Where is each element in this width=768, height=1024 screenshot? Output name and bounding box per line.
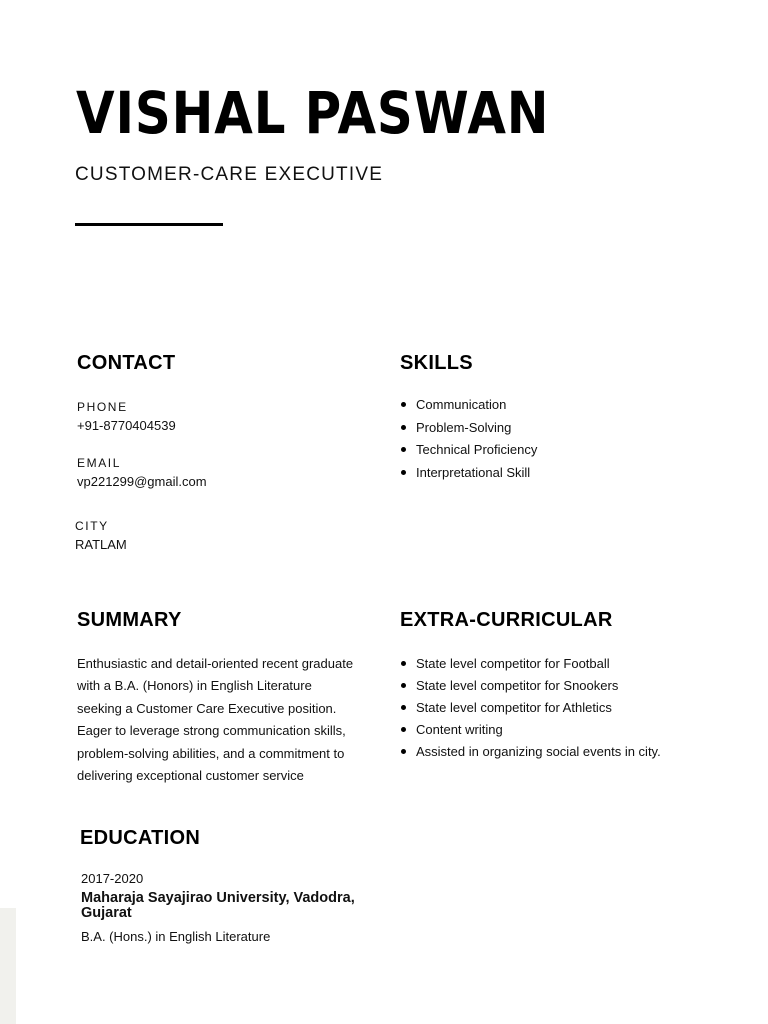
skills-list <box>400 394 700 484</box>
bullet-icon <box>401 447 406 452</box>
summary-heading: SUMMARY <box>77 609 182 631</box>
activity-item <box>400 697 666 719</box>
bullet-icon <box>401 470 406 475</box>
education-degree: B.A. (Hons.) in English Literature <box>81 929 271 944</box>
education-years: 2017-2020 <box>81 871 144 886</box>
activity-item-label: Content writing <box>416 722 503 737</box>
city-label: CITY <box>75 519 109 533</box>
education-heading: EDUCATION <box>80 827 201 849</box>
activity-item-label: State level competitor for Athletics <box>416 700 612 715</box>
skill-item <box>400 394 700 417</box>
activity-item-label: Assisted in organizing social events in city. <box>416 744 661 759</box>
header-divider <box>75 223 223 226</box>
bullet-icon <box>401 402 406 407</box>
skill-item-label: Communication <box>416 397 507 412</box>
skill-item-label: Interpretational Skill <box>416 464 531 480</box>
phone-label: PHONE <box>77 400 128 414</box>
activity-item <box>400 741 666 763</box>
skill-item <box>400 417 700 440</box>
email-label: EMAIL <box>77 456 122 470</box>
corner-decoration <box>0 908 16 1024</box>
education-school: Maharaja Sayajirao University, Vadodra, Gujarat <box>81 890 355 921</box>
bullet-icon <box>401 661 406 666</box>
city-value: RATLAM <box>75 537 127 552</box>
bullet-icon <box>401 425 406 430</box>
activity-item <box>400 675 666 697</box>
activity-item <box>400 719 666 741</box>
skill-item <box>400 462 700 485</box>
skill-item-label: Technical Proficiency <box>416 442 538 457</box>
activity-item-label: State level competitor for Snookers <box>416 678 619 693</box>
summary-text: Enthusiastic and detail-oriented recent graduate with a B.A. (Honors) in English Literature seeking a Customer Care Executive position. Eager to leverage strong communication skills, problem-solving abilities, and a commitment to delivering exceptional customer service <box>77 656 354 784</box>
extra-curricular-list <box>400 653 666 763</box>
activity-item <box>400 653 666 675</box>
bullet-icon <box>401 705 406 710</box>
skill-item-label: Problem-Solving <box>416 419 512 435</box>
bullet-icon <box>401 727 406 732</box>
skill-item <box>400 439 700 462</box>
candidate-name: VISHAL PASWAN <box>76 79 550 147</box>
bullet-icon <box>401 683 406 688</box>
skills-heading: SKILLS <box>400 352 473 374</box>
phone-value: +91-8770404539 <box>77 418 176 433</box>
extra-curricular-heading: EXTRA-CURRICULAR <box>400 609 613 631</box>
bullet-icon <box>401 749 406 754</box>
activity-item-label: State level competitor for Football <box>416 656 610 671</box>
contact-heading: CONTACT <box>77 352 176 374</box>
email-value: vp221299@gmail.com <box>77 474 207 489</box>
job-title: CUSTOMER-CARE EXECUTIVE <box>75 164 384 185</box>
